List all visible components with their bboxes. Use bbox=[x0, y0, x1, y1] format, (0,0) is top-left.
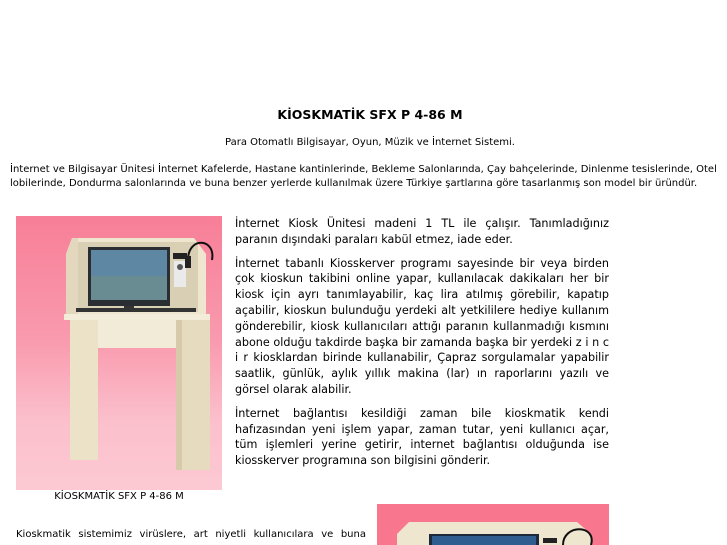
description-paragraphs bbox=[235, 216, 609, 477]
page-title: KİOSKMATİK SFX P 4-86 M bbox=[277, 107, 463, 122]
paragraph-offline: İnternet bağlantısı kesildiği zaman bile kioskmatik kendi hafızasından yeni işlem yapar, zaman tutar, yeni kullanıcı açar, tüm işlemleri yerine getirir, internet bağlantısı olduğunda ise kiosskerver programına son bilgisini gönderir. bbox=[235, 406, 609, 468]
kiosk-top-illustration bbox=[377, 504, 609, 545]
page-subtitle: Para Otomatlı Bilgisayar, Oyun, Müzik ve İnternet Sistemi. bbox=[225, 137, 515, 148]
second-product-image bbox=[377, 504, 609, 545]
paragraph-kiosskerver: İnternet tabanlı Kiosskerver programı sayesinde bir veya birden çok kioskun takibini online yapar, kullanılacak dakikaları her bir kiosk için ayrı tanımlayabilir, kaç lira atılmış görebilir, kapatıp açabilir, kioskun bulunduğu yerdeki alt yetkililere hediye kullanım gönderebilir, kiosk kullanıcıları attığı paranın kullanmadığı kısmını abone olduğu takdirde başka bir zamanda başka bir yerdeki z i n c i r kiosklardan birinde kullanabilir, Çapraz sorgulamalar yapabilir saatlik, günlük, aylık yıllık makina (lar) ın raporlarını yazılı ve görsel olarak alabilir. bbox=[235, 256, 609, 396]
security-text: Kioskmatik sistemimiz virüslere, art niyetli kullanıcılara ve buna bbox=[16, 529, 366, 540]
product-caption: KİOSKMATİK SFX P 4-86 M bbox=[54, 491, 184, 502]
product-image bbox=[16, 216, 222, 490]
intro-text: İnternet ve Bilgisayar Ünitesi İnternet Kafelerde, Hastane kantinlerinde, Bekleme Salonlarında, Çay bahçelerinde, Dinlenme tesislerinde, Otel lobilerinde, Dondurma salonlarında ve buna benzer yerlerde kullanılmak üzere Türkiye şartlarına göre tasarlanmış son model bir üründür. bbox=[10, 164, 717, 189]
kiosk-illustration bbox=[16, 216, 222, 490]
paragraph-coin: İnternet Kiosk Ünitesi madeni 1 TL ile çalışır. Tanımladığınız paranın dışındaki paraları kabül etmez, iade eder. bbox=[235, 217, 609, 246]
